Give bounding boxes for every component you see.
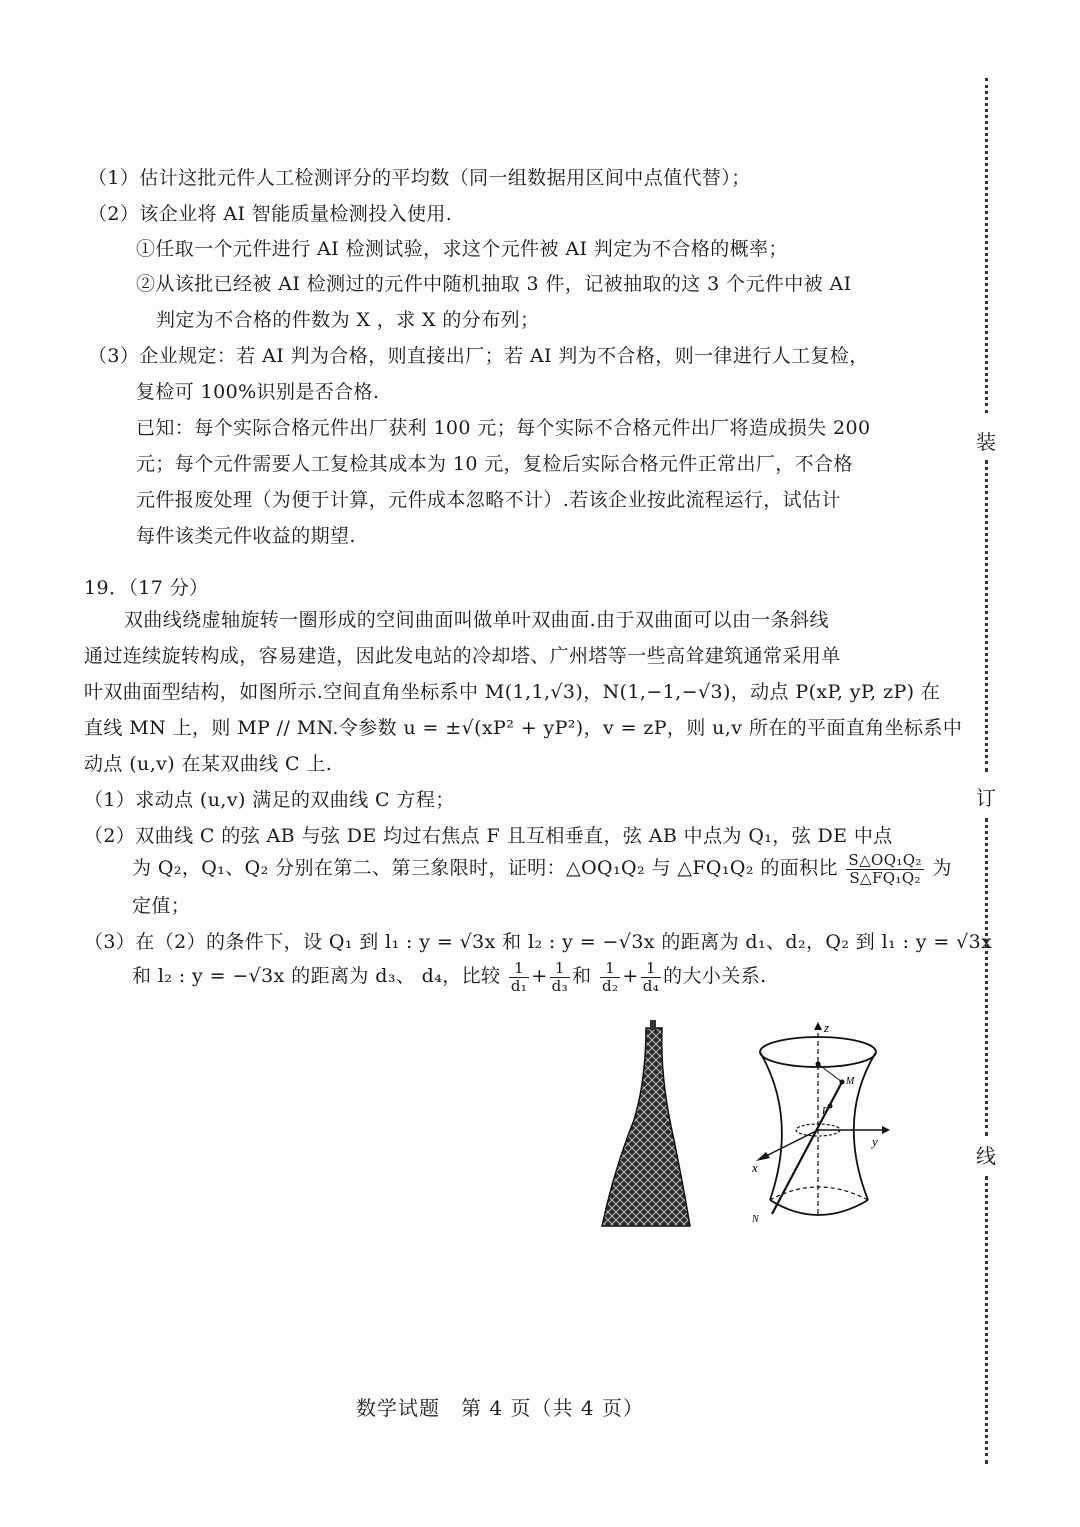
canton-tower-image — [600, 1020, 710, 1230]
frac-1-d4-den: d₄ — [642, 976, 660, 995]
and-word: 和 — [572, 965, 592, 987]
frac-1-d3-num: 1 — [550, 960, 570, 978]
frac-1-d1-den: d₁ — [510, 976, 528, 995]
q19-part3-line2-text: 和 l₂ : y = −√3x 的距离为 d₃、 d₄，比较 — [132, 965, 501, 987]
q18-part3-line4: 元；每个元件需要人工复检其成本为 10 元，复检后实际合格元件正常出厂，不合格 — [136, 453, 853, 475]
q19-part2-line2 — [132, 850, 952, 887]
q19-part1: （1）求动点 (u,v) 满足的双曲线 C 方程； — [84, 789, 455, 811]
point-P-label: P — [822, 1106, 829, 1117]
q18-part3-line2: 复检可 100%识别是否合格. — [136, 381, 380, 403]
frac-1-d4 — [641, 960, 661, 995]
q18-part1: （1）估计这批元件人工检测评分的平均数（同一组数据用区间中点值代替）； — [88, 167, 751, 189]
area-ratio-fraction — [846, 852, 924, 887]
q19-part3-line2 — [132, 956, 767, 996]
q19-stem-line4: 直线 MN 上，则 MP // MN.令参数 u = ±√(xP² + yP²)，v = zP，则 u,v 所在的平面直角坐标系中 — [84, 717, 963, 739]
frac-1-d2-den: d₂ — [601, 976, 619, 995]
frac-1-d1-num: 1 — [509, 960, 529, 978]
frac-1-d2 — [600, 960, 620, 995]
q18-part3-line5: 元件报废处理（为便于计算，元件成本忽略不计）.若该企业按此流程运行，试估计 — [136, 489, 841, 511]
q19-stem-line2: 通过连续旋转构成，容易建造，因此发电站的冷却塔、广州塔等一些高耸建筑通常采用单 — [84, 645, 841, 667]
frac-1-d1 — [509, 960, 529, 995]
q19-part2-line1: （2）双曲线 C 的弦 AB 与弦 DE 均过右焦点 F 且互相垂直，弦 AB 中点为 Q₁，弦 DE 中点 — [84, 825, 893, 847]
binding-line-top — [985, 78, 988, 413]
hyperboloid-diagram — [740, 1018, 900, 1228]
area-ratio-numerator: S△OQ₁Q₂ — [848, 850, 922, 869]
frac-1-d3-den: d₃ — [551, 976, 569, 995]
q18-part2: （2）该企业将 AI 智能质量检测投入使用. — [88, 203, 453, 225]
binding-line-mid2 — [985, 818, 988, 1136]
area-ratio-denominator: S△FQ₁Q₂ — [849, 868, 921, 887]
binding-char-1: 装 — [976, 430, 996, 454]
frac-1-d2-num: 1 — [600, 960, 620, 978]
q18-part3-line3: 已知：每个实际合格元件出厂获利 100 元；每个实际不合格元件出厂将造成损失 200 — [136, 417, 871, 439]
q19-part3-line1: （3）在（2）的条件下，设 Q₁ 到 l₁ : y = √3x 和 l₂ : y = −√3x 的距离为 d₁、d₂，Q₂ 到 l₁ : y = √3x — [84, 931, 993, 953]
q19-stem-line3: 叶双曲面型结构，如图所示.空间直角坐标系中 M(1,1,√3)，N(1,−1,−√3)，动点 P(xP, yP, zP) 在 — [84, 681, 941, 703]
q19-part2-line2-end: 为 — [932, 857, 952, 879]
z-axis-label: z — [824, 1020, 830, 1035]
binding-char-2: 订 — [976, 786, 996, 810]
q18-part3-line1: （3）企业规定：若 AI 判为合格，则直接出厂；若 AI 判为不合格，则一律进行人工复检， — [88, 345, 869, 367]
q19-part3-line2-end: 的大小关系. — [663, 965, 767, 987]
q19-part2-line2-text: 为 Q₂，Q₁、Q₂ 分别在第二、第三象限时，证明：△OQ₁Q₂ 与 △FQ₁Q₂ 的面积比 — [132, 857, 838, 879]
y-axis-label: y — [872, 1134, 878, 1149]
binding-char-3: 线 — [976, 1144, 996, 1168]
point-M-label: M — [846, 1076, 855, 1087]
q19-heading: 19．（17 分） — [84, 577, 209, 599]
q18-part3-line6: 每件该类元件收益的期望. — [136, 525, 356, 547]
x-axis-label: x — [752, 1160, 758, 1175]
point-N-label: N — [752, 1214, 759, 1225]
q19-stem-line1: 双曲线绕虚轴旋转一圈形成的空间曲面叫做单叶双曲面.由于双曲面可以由一条斜线 — [124, 609, 829, 631]
q19-stem-line5: 动点 (u,v) 在某双曲线 C 上. — [84, 753, 333, 775]
q18-part2-sub2-line2: 判定为不合格的件数为 X ，求 X 的分布列； — [156, 309, 540, 331]
frac-1-d4-num: 1 — [641, 960, 661, 978]
q18-part2-sub1: ①任取一个元件进行 AI 检测试验，求这个元件被 AI 判定为不合格的概率； — [136, 238, 788, 260]
plus-sign-2: + — [622, 965, 639, 987]
page-footer: 数学试题 第 4 页（共 4 页） — [356, 1396, 644, 1420]
frac-1-d3 — [550, 960, 570, 995]
plus-sign: + — [531, 965, 548, 987]
q18-part2-sub2-line1: ②从该批已经被 AI 检测过的元件中随机抽取 3 件，记被抽取的这 3 个元件中被 AI — [136, 273, 852, 295]
binding-line-mid1 — [985, 460, 988, 772]
q19-part2-line3: 定值； — [132, 895, 191, 917]
